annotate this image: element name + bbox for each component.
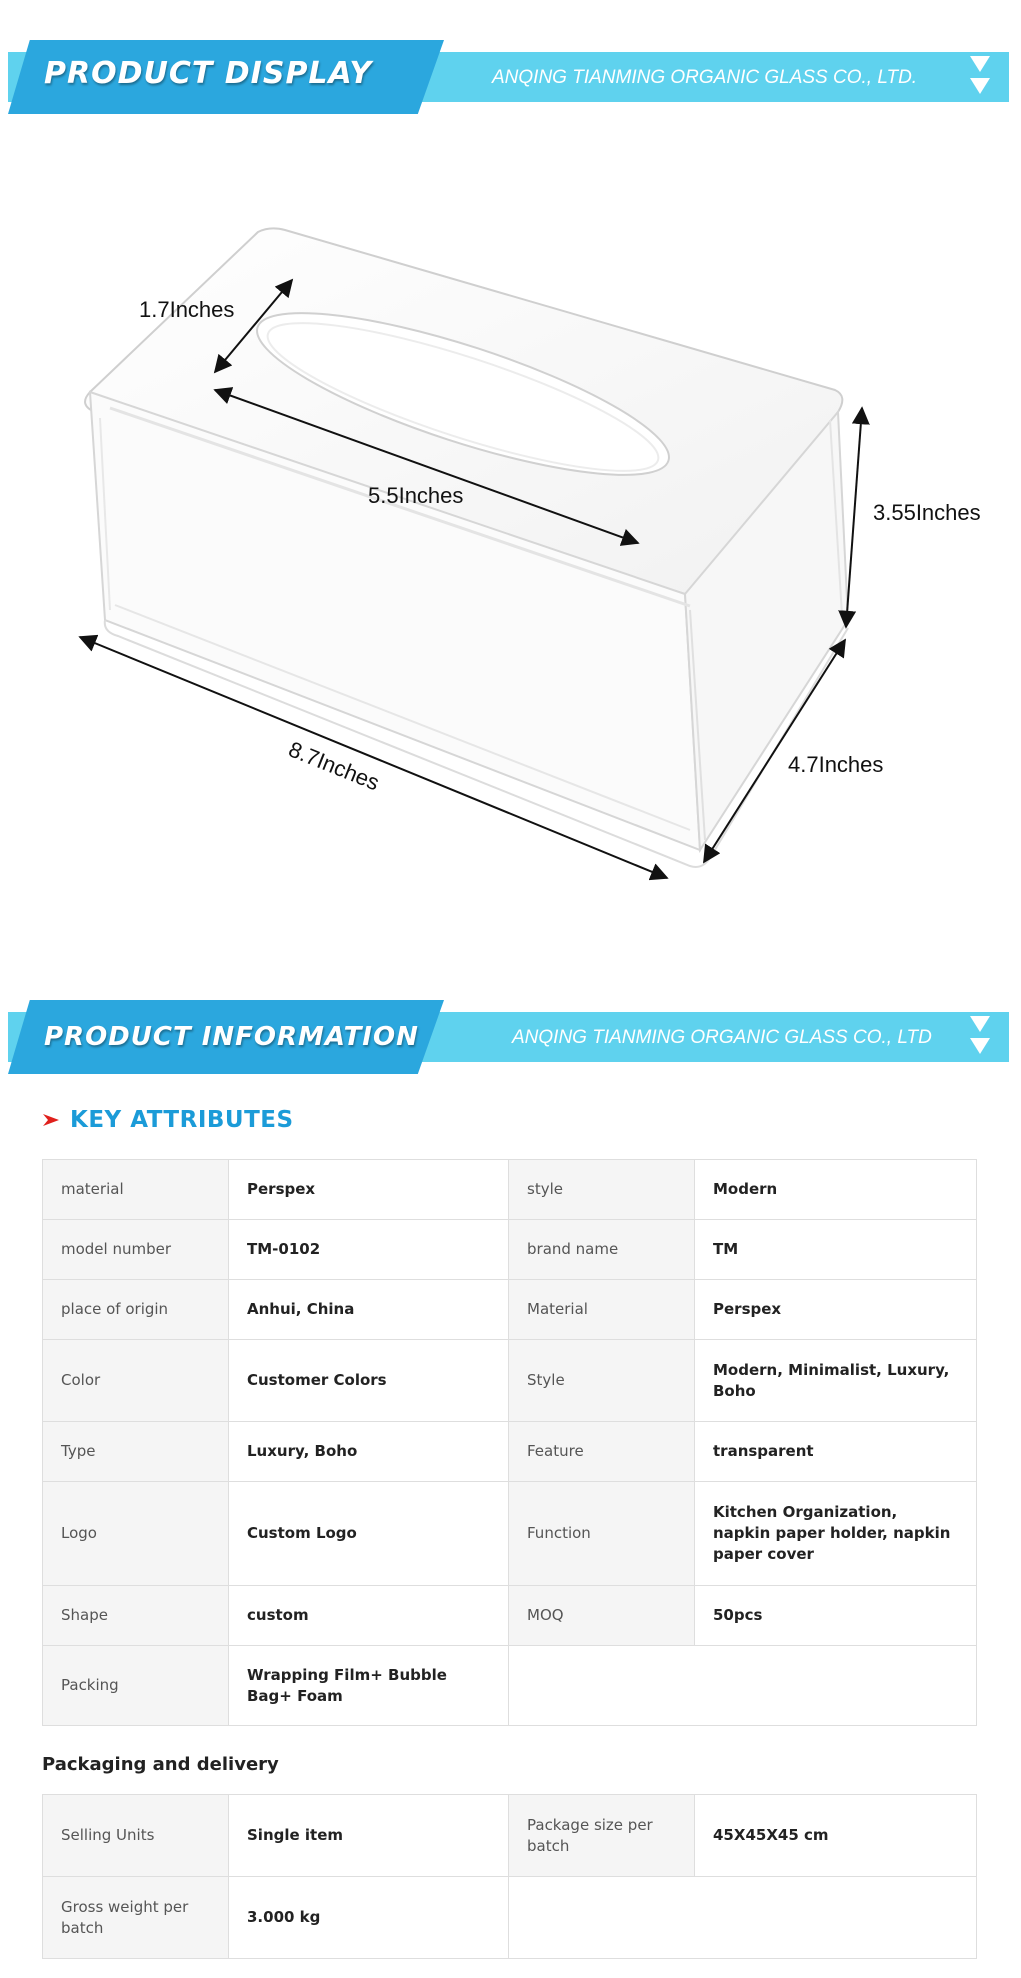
attr-key: MOQ <box>509 1586 695 1646</box>
attr-value: 45X45X45 cm <box>695 1795 977 1877</box>
attr-key: Material <box>509 1280 695 1340</box>
tissue-box-illustration <box>0 150 1021 910</box>
table-row <box>43 1422 977 1482</box>
product-information-banner <box>0 1000 1021 1090</box>
table-row <box>43 1280 977 1340</box>
table-row <box>43 1482 977 1586</box>
double-chevron-down-icon <box>968 1014 992 1058</box>
attr-key: Logo <box>43 1482 229 1586</box>
attr-value: TM <box>695 1220 977 1280</box>
banner-company-name: ANQING TIANMING ORGANIC GLASS CO., LTD <box>512 1027 932 1048</box>
attr-value: Anhui, China <box>229 1280 509 1340</box>
key-attributes-heading <box>42 1107 294 1133</box>
dimension-label-width: 4.7Inches <box>788 752 884 777</box>
banner-title: PRODUCT DISPLAY <box>44 56 373 91</box>
attr-key: Type <box>43 1422 229 1482</box>
table-row <box>43 1220 977 1280</box>
attr-key: Selling Units <box>43 1795 229 1877</box>
attr-key: Feature <box>509 1422 695 1482</box>
attr-key: Color <box>43 1340 229 1422</box>
table-row <box>43 1586 977 1646</box>
attr-key: style <box>509 1160 695 1220</box>
key-attributes-title: KEY ATTRIBUTES <box>70 1107 294 1133</box>
attr-value: Modern <box>695 1160 977 1220</box>
attr-value: Luxury, Boho <box>229 1422 509 1482</box>
product-photo <box>0 150 1021 910</box>
packaging-heading: Packaging and delivery <box>42 1754 279 1775</box>
packaging-table <box>42 1794 977 1959</box>
attr-value: Wrapping Film+ Bubble Bag+ Foam <box>229 1646 509 1726</box>
table-row <box>43 1877 977 1959</box>
attr-value: Perspex <box>695 1280 977 1340</box>
arrow-right-icon <box>42 1112 60 1128</box>
table-row <box>43 1160 977 1220</box>
attr-value: custom <box>229 1586 509 1646</box>
banner-company-name: ANQING TIANMING ORGANIC GLASS CO., LTD. <box>492 67 918 88</box>
attr-value: 50pcs <box>695 1586 977 1646</box>
attr-value: Modern, Minimalist, Luxury, Boho <box>695 1340 977 1422</box>
attr-key: Package size per batch <box>509 1795 695 1877</box>
double-chevron-down-icon <box>968 54 992 98</box>
dimension-label-depth: 1.7Inches <box>139 297 235 322</box>
tissue-box <box>85 228 848 867</box>
attr-value: Custom Logo <box>229 1482 509 1586</box>
attr-key: brand name <box>509 1220 695 1280</box>
attr-key: material <box>43 1160 229 1220</box>
table-row <box>43 1646 977 1726</box>
empty-cell <box>509 1877 977 1959</box>
attr-value: TM-0102 <box>229 1220 509 1280</box>
attr-key: Shape <box>43 1586 229 1646</box>
attr-value: Perspex <box>229 1160 509 1220</box>
dimension-label-length: 8.7Inches <box>285 736 383 796</box>
key-attributes-table <box>42 1159 977 1726</box>
product-display-banner <box>0 40 1021 130</box>
attr-value: Customer Colors <box>229 1340 509 1422</box>
attr-value: Kitchen Organization, napkin paper holder, napkin paper cover <box>695 1482 977 1586</box>
attr-value: Single item <box>229 1795 509 1877</box>
banner-title: PRODUCT INFORMATION <box>44 1022 419 1052</box>
dimension-label-height: 3.55Inches <box>873 500 981 525</box>
attr-key: Function <box>509 1482 695 1586</box>
empty-cell <box>509 1646 977 1726</box>
table-row <box>43 1795 977 1877</box>
attr-key: Gross weight per batch <box>43 1877 229 1959</box>
attr-key: model number <box>43 1220 229 1280</box>
attr-key: Packing <box>43 1646 229 1726</box>
attr-value: transparent <box>695 1422 977 1482</box>
table-row <box>43 1340 977 1422</box>
attr-key: place of origin <box>43 1280 229 1340</box>
attr-key: Style <box>509 1340 695 1422</box>
dimension-label-opening: 5.5Inches <box>368 483 464 508</box>
attr-value: 3.000 kg <box>229 1877 509 1959</box>
